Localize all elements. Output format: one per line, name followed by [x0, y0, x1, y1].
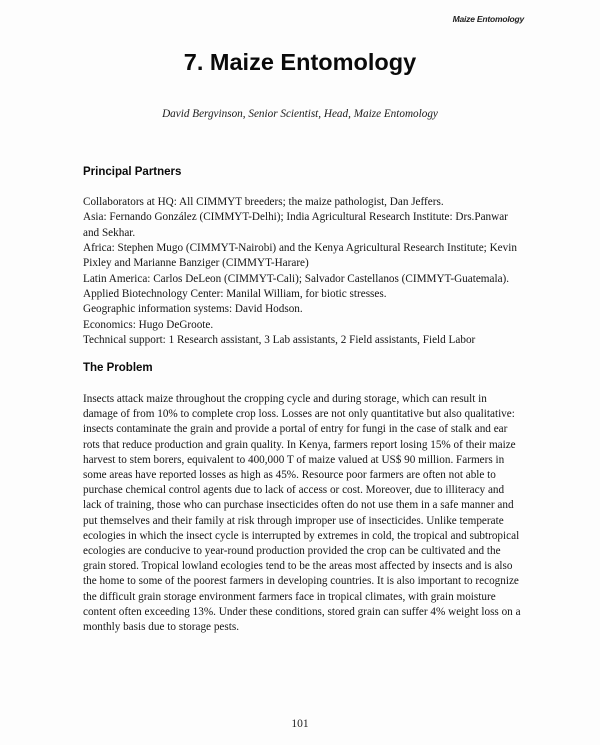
paragraph-line: content often exceeding 13%. Under these conditions, stored grain can suffer 4% weight loss on a: [83, 605, 521, 618]
paragraph-line: put themselves and their family at risk through improper use of insecticides. Unlike temperate: [83, 514, 504, 527]
section-heading-the-problem: The Problem: [83, 362, 153, 374]
partner-entry-continuation: Pixley and Marianne Banziger (CIMMYT-Harare): [83, 257, 309, 270]
partner-entry: [83, 210, 543, 241]
partner-entry: [83, 287, 543, 302]
chapter-title: 7. Maize Entomology: [183, 49, 417, 75]
partner-entry-text: Technical support: 1 Research assistant, 3 Lab assistants, 2 Field assistants, Field Labor: [83, 334, 476, 347]
paragraph-line: Insects attack maize throughout the cropping cycle and during storage, which can result in: [83, 393, 487, 405]
paragraph-line: monthly basis due to storage pests.: [83, 621, 239, 634]
paragraph-line: grain stored. Tropical lowland ecologies tend to be the areas most affected by insects and is also: [83, 560, 513, 573]
partner-entry: [83, 302, 543, 317]
paragraph-line: rots that reduce production and grain quality. In Kenya, farmers report losing 15% of their maize: [83, 438, 516, 451]
partner-entry-text: Geographic information systems: David Hodson.: [83, 303, 303, 316]
section-heading-principal-partners: Principal Partners: [83, 166, 182, 178]
paragraph-line: damage of from 10% to complete crop loss. Losses are not only quantitative but also qualitative:: [83, 408, 515, 421]
partner-entry-text: Collaborators at HQ: All CIMMYT breeders; the maize pathologist, Dan Jeffers.: [83, 196, 444, 208]
partner-entry-continuation: and Sekhar.: [83, 226, 136, 239]
paragraph-line: harvest to stem borers, equivalent to 400,000 T of maize valued at US$ 90 million. Farmers in: [83, 453, 505, 466]
partner-entry-text: Africa: Stephen Mugo (CIMMYT-Nairobi) and the Kenya Agricultural Research Institute; Kevin: [83, 242, 517, 255]
page-number: 101: [291, 718, 309, 730]
paragraph-line: ecologies in which the insect cycle is interrupted by extremes in cold, the tropical and subtropical: [83, 529, 520, 542]
partner-entry-text: Latin America: Carlos DeLeon (CIMMYT-Cali); Salvador Castellanos (CIMMYT-Guatemala).: [83, 272, 510, 285]
problem-paragraph: [83, 392, 545, 635]
paragraph-line: insects contaminate the grain and provide a portal of entry for fungi in the case of stalk and ear: [83, 423, 508, 436]
paragraph-line: the home to some of the poorest farmers in developing countries. It is also important to recognize: [83, 575, 519, 588]
paragraph-line: lack of training, those who can purchase insecticides often do not use them in a safe manner and: [83, 499, 514, 512]
author-byline: David Bergvinson, Senior Scientist, Head, Maize Entomology: [162, 108, 438, 120]
paragraph-line: ecologies are conducive to year-round production provided the crop can be cultivated and the: [83, 545, 501, 558]
partner-entry: [83, 195, 543, 210]
paragraph-line: the difficult grain storage environment farmers face in tropical climates, with grain moisture: [83, 590, 496, 603]
partner-entry-text: Asia: Fernando González (CIMMYT-Delhi); India Agricultural Research Institute: Drs.Panwar: [83, 211, 508, 224]
partner-entry: [83, 318, 543, 333]
partner-entry-text: Economics: Hugo DeGroote.: [83, 318, 214, 331]
partner-entry-text: Applied Biotechnology Center: Manilal William, for biotic stresses.: [83, 288, 387, 301]
paragraph-line: purchase chemical control agents due to lack of access or cost. Moreover, due to illiteracy and: [83, 484, 505, 497]
running-head: Maize Entomology: [452, 14, 524, 24]
partner-entry: [83, 241, 543, 272]
partner-entry: [83, 272, 543, 287]
partner-entry: [83, 333, 543, 348]
partners-list: [83, 195, 543, 348]
paragraph-line: some areas have reported losses as high as 45%. Resource poor farmers are often not able to: [83, 469, 496, 482]
